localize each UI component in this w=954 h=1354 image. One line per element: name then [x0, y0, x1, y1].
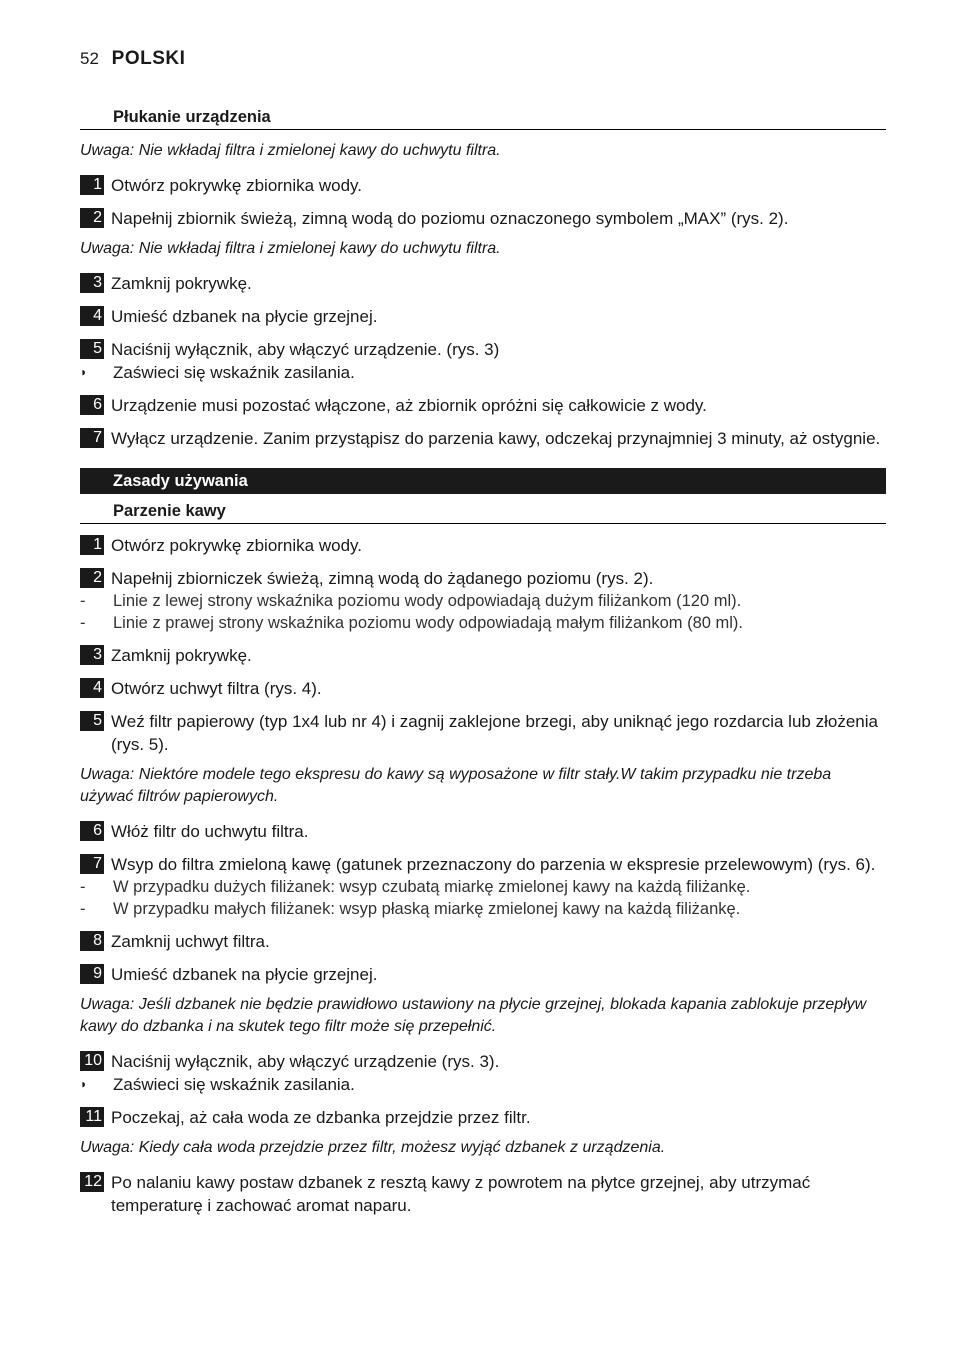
step-text: Poczekaj, aż cała woda ze dzbanka przejdzie przez filtr. — [111, 1108, 531, 1127]
step-number: 8 — [80, 931, 104, 951]
step-number: 9 — [80, 964, 104, 984]
step-number: 10 — [80, 1051, 104, 1071]
dash-mark: - — [80, 900, 86, 918]
step-item — [80, 1171, 886, 1217]
dash-mark: - — [80, 592, 86, 610]
step-item — [80, 820, 886, 843]
document-body — [80, 102, 886, 1217]
step-text: Zamknij pokrywkę. — [111, 646, 252, 665]
step-number: 3 — [80, 645, 104, 665]
language-label: POLSKI — [111, 48, 186, 69]
dash-mark: - — [80, 614, 86, 632]
step-text: Włóż filtr do uchwytu filtra. — [111, 822, 309, 841]
step-text: Umieść dzbanek na płycie grzejnej. — [111, 965, 378, 984]
dash-text: W przypadku dużych filiżanek: wsyp czubatą miarkę zmielonej kawy na każdą filiżankę. — [113, 878, 751, 896]
step-text: Wyłącz urządzenie. Zanim przystąpisz do parzenia kawy, odczekaj przynajmniej 3 minuty, aż ostygnie. — [111, 429, 881, 448]
step-text: Po nalaniu kawy postaw dzbanek z resztą kawy z powrotem na płytce grzejnej, aby utrzymać temperaturę i zachować aromat naparu. — [111, 1173, 811, 1215]
step-item — [80, 394, 886, 417]
step-text: Umieść dzbanek na płycie grzejnej. — [111, 307, 378, 326]
step-number: 5 — [80, 711, 104, 731]
step-text: Naciśnij wyłącznik, aby włączyć urządzenie. (rys. 3) — [111, 340, 500, 359]
step-item — [80, 567, 886, 590]
step-number: 2 — [80, 208, 104, 228]
note: Uwaga: Niektóre modele tego ekspresu do kawy są wyposażone w filtr stały.W takim przypadku nie trzeba używać filtrów papierowych. — [80, 766, 832, 805]
step-text: Urządzenie musi pozostać włączone, aż zbiornik opróżni się całkowicie z wody. — [111, 396, 707, 415]
note: Uwaga: Jeśli dzbanek nie będzie prawidłowo ustawiony na płycie grzejnej, blokada kapania zablokuje przepływ kawy do dzbanka i na skutek tego filtr może się przepełnić. — [80, 996, 867, 1035]
step-item — [80, 1106, 886, 1129]
step-number: 4 — [80, 306, 104, 326]
step-number: 1 — [80, 175, 104, 195]
step-number: 6 — [80, 821, 104, 841]
step-text: Napełnij zbiorniczek świeżą, zimną wodą do żądanego poziomu (rys. 2). — [111, 569, 654, 588]
step-number: 6 — [80, 395, 104, 415]
dash-text: Linie z lewej strony wskaźnika poziomu wody odpowiadają dużym filiżankom (120 ml). — [113, 592, 742, 610]
step-number: 5 — [80, 339, 104, 359]
step-text: Zamknij uchwyt filtra. — [111, 932, 270, 951]
step-item — [80, 338, 886, 361]
result-item — [80, 1073, 886, 1096]
note: Uwaga: Nie wkładaj filtra i zmielonej kawy do uchwytu filtra. — [80, 142, 501, 159]
step-item — [80, 930, 886, 953]
result-item — [80, 361, 886, 384]
step-number: 2 — [80, 568, 104, 588]
result-arrow-icon: ◗ — [80, 1077, 88, 1091]
dash-item — [80, 898, 886, 920]
step-text: Wsyp do filtra zmieloną kawę (gatunek przeznaczony do parzenia w ekspresie przelewowym) (rys. 6). — [111, 855, 876, 874]
step-number: 3 — [80, 273, 104, 293]
page-number: 52 — [80, 49, 99, 68]
step-text: Otwórz pokrywkę zbiornika wody. — [111, 536, 362, 555]
step-item — [80, 677, 886, 700]
step-text: Weź filtr papierowy (typ 1x4 lub nr 4) i zagnij zaklejone brzegi, aby uniknąć jego rozdarcia lub złożenia (rys. 5). — [111, 712, 878, 754]
step-text: Zamknij pokrywkę. — [111, 274, 252, 293]
note: Uwaga: Kiedy cała woda przejdzie przez filtr, możesz wyjąć dzbanek z urządzenia. — [80, 1139, 666, 1156]
dash-item — [80, 876, 886, 898]
dash-mark: - — [80, 878, 86, 896]
result-arrow-icon: ◗ — [80, 365, 88, 379]
step-item — [80, 272, 886, 295]
step-item — [80, 853, 886, 876]
subsection-title-brewing: Parzenie kawy — [80, 496, 886, 524]
step-number: 7 — [80, 428, 104, 448]
step-number: 1 — [80, 535, 104, 555]
step-item — [80, 534, 886, 557]
step-number: 12 — [80, 1172, 104, 1192]
step-item — [80, 644, 886, 667]
page-header — [80, 48, 185, 70]
step-text: Naciśnij wyłącznik, aby włączyć urządzenie (rys. 3). — [111, 1052, 500, 1071]
dash-item — [80, 612, 886, 634]
step-text: Napełnij zbiornik świeżą, zimną wodą do poziomu oznaczonego symbolem „MAX” (rys. 2). — [111, 209, 789, 228]
dash-item — [80, 590, 886, 612]
step-item — [80, 1050, 886, 1073]
subsection-title-rinse: Płukanie urządzenia — [80, 102, 886, 130]
result-text: Zaświeci się wskaźnik zasilania. — [113, 363, 355, 382]
step-number: 11 — [80, 1107, 104, 1127]
step-item — [80, 174, 886, 197]
step-item — [80, 207, 886, 230]
result-text: Zaświeci się wskaźnik zasilania. — [113, 1075, 355, 1094]
step-item — [80, 305, 886, 328]
note: Uwaga: Nie wkładaj filtra i zmielonej kawy do uchwytu filtra. — [80, 240, 501, 257]
step-number: 7 — [80, 854, 104, 874]
dash-text: W przypadku małych filiżanek: wsyp płaską miarkę zmielonej kawy na każdą filiżankę. — [113, 900, 741, 918]
step-text: Otwórz pokrywkę zbiornika wody. — [111, 176, 362, 195]
step-item — [80, 710, 886, 756]
step-text: Otwórz uchwyt filtra (rys. 4). — [111, 679, 322, 698]
step-number: 4 — [80, 678, 104, 698]
dash-text: Linie z prawej strony wskaźnika poziomu wody odpowiadają małym filiżankom (80 ml). — [113, 614, 744, 632]
step-item — [80, 963, 886, 986]
section-title-usage: Zasady używania — [80, 468, 886, 494]
step-item — [80, 427, 886, 450]
